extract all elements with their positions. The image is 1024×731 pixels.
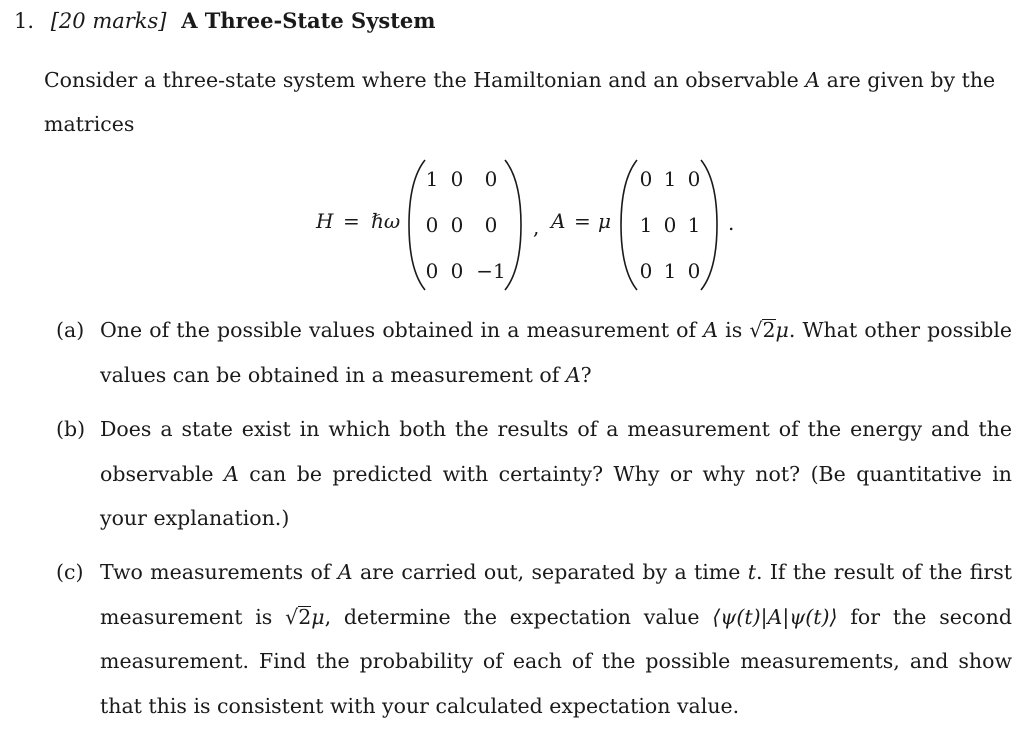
a-matrix-cell: 0 — [687, 167, 701, 191]
equation-period: . — [728, 211, 735, 235]
hbar-omega: ℏω — [371, 209, 401, 233]
part-c-text-5: for the second measurement. Find the probability of each of the possible measurements, and show that this is consistent with your calculated expectation value. — [100, 604, 1012, 718]
equals-sign-1: = — [343, 209, 360, 233]
part-a-text-4: ? — [580, 362, 592, 387]
equation-comma: , — [533, 215, 540, 239]
question-heading — [14, 8, 436, 33]
part-c — [56, 550, 1012, 728]
intro-text-1: Consider a three-state system where the Hamiltonian and an observable — [44, 68, 806, 92]
h-matrix-cell: 1 — [425, 167, 439, 191]
intro-text-2: are given by the matrices — [44, 68, 996, 136]
question-marks: [20 marks] — [50, 9, 167, 33]
part-a-text-1: One of the possible values obtained in a measurement of — [100, 318, 704, 342]
matrix-equation — [0, 150, 1024, 300]
h-matrix-cell: 0 — [450, 213, 464, 237]
a-matrix-cell: 0 — [639, 259, 653, 283]
part-b-text — [100, 407, 1012, 541]
h-matrix-cell: 0 — [450, 259, 464, 283]
part-c-observable-symbol: A — [337, 560, 353, 584]
part-b — [56, 407, 1012, 541]
a-matrix-cell: 1 — [663, 259, 677, 283]
sqrt-radicand: 2 — [762, 318, 776, 342]
equals-sign-2: = — [574, 209, 591, 233]
h-matrix-cell: 0 — [484, 213, 498, 237]
part-a-label: (a) — [56, 318, 85, 342]
intro-observable-symbol: A — [805, 68, 821, 92]
a-matrix-cell: 0 — [639, 167, 653, 191]
mu-symbol: μ — [598, 209, 611, 233]
a-matrix-cell: 0 — [663, 213, 677, 237]
sqrt-radicand: 2 — [298, 604, 312, 629]
part-a-text-3: . What other possible values can be obtained in a measurement of — [100, 318, 1013, 387]
part-c-mu: μ — [311, 604, 325, 629]
part-c-text-4: , determine the expectation value — [324, 604, 713, 629]
a-matrix-cell: 1 — [663, 167, 677, 191]
part-a-text-2: is — [718, 318, 750, 342]
matrix-equation-svg — [0, 150, 1024, 300]
part-c-text-1: Two measurements of — [100, 560, 338, 584]
a-matrix-cell: 0 — [687, 259, 701, 283]
hamiltonian-symbol: H — [316, 209, 334, 233]
part-a-mu: μ — [775, 318, 789, 342]
part-c-text-2: are carried out, separated by a time — [352, 560, 748, 584]
part-a-text — [100, 308, 1012, 397]
intro-paragraph — [44, 58, 1010, 146]
a-matrix-cell: 1 — [687, 213, 701, 237]
part-c-label: (c) — [56, 560, 84, 584]
part-b-observable-symbol: A — [224, 461, 239, 486]
h-matrix-cell: 0 — [484, 167, 498, 191]
h-matrix-cell: 0 — [425, 259, 439, 283]
h-matrix-cell: 0 — [450, 167, 464, 191]
question-number: 1. — [14, 9, 35, 33]
part-a-observable-symbol-2: A — [565, 362, 581, 387]
a-matrix-right-paren — [701, 160, 717, 290]
h-matrix-right-paren — [505, 160, 521, 290]
part-b-label: (b) — [56, 417, 86, 441]
question-title: A Three-State System — [181, 8, 436, 33]
expectation-value: ⟨ψ(t)|A|ψ(t)⟩ — [712, 604, 838, 629]
part-a — [56, 308, 1012, 397]
a-matrix-cell: 1 — [639, 213, 653, 237]
part-b-text-1: Does a state exist in which both the results of a measurement of the energy and the observable — [100, 417, 1012, 486]
part-a-observable-symbol: A — [703, 318, 719, 342]
h-matrix-left-paren — [409, 160, 425, 290]
h-matrix-cell: −1 — [476, 259, 506, 283]
a-matrix-left-paren — [621, 160, 637, 290]
part-c-text-3: . If the result of the first measurement is — [100, 560, 1012, 629]
sqrt-two: √2 — [285, 604, 312, 629]
part-b-text-2: can be predicted with certainty? Why or why not? (Be quantitative in your explanation.) — [100, 461, 1012, 530]
observable-symbol: A — [551, 209, 566, 233]
sqrt-two: √2 — [749, 318, 776, 342]
part-c-text — [100, 550, 1012, 728]
h-matrix-cell: 0 — [425, 213, 439, 237]
part-c-time-symbol: t — [747, 560, 756, 584]
